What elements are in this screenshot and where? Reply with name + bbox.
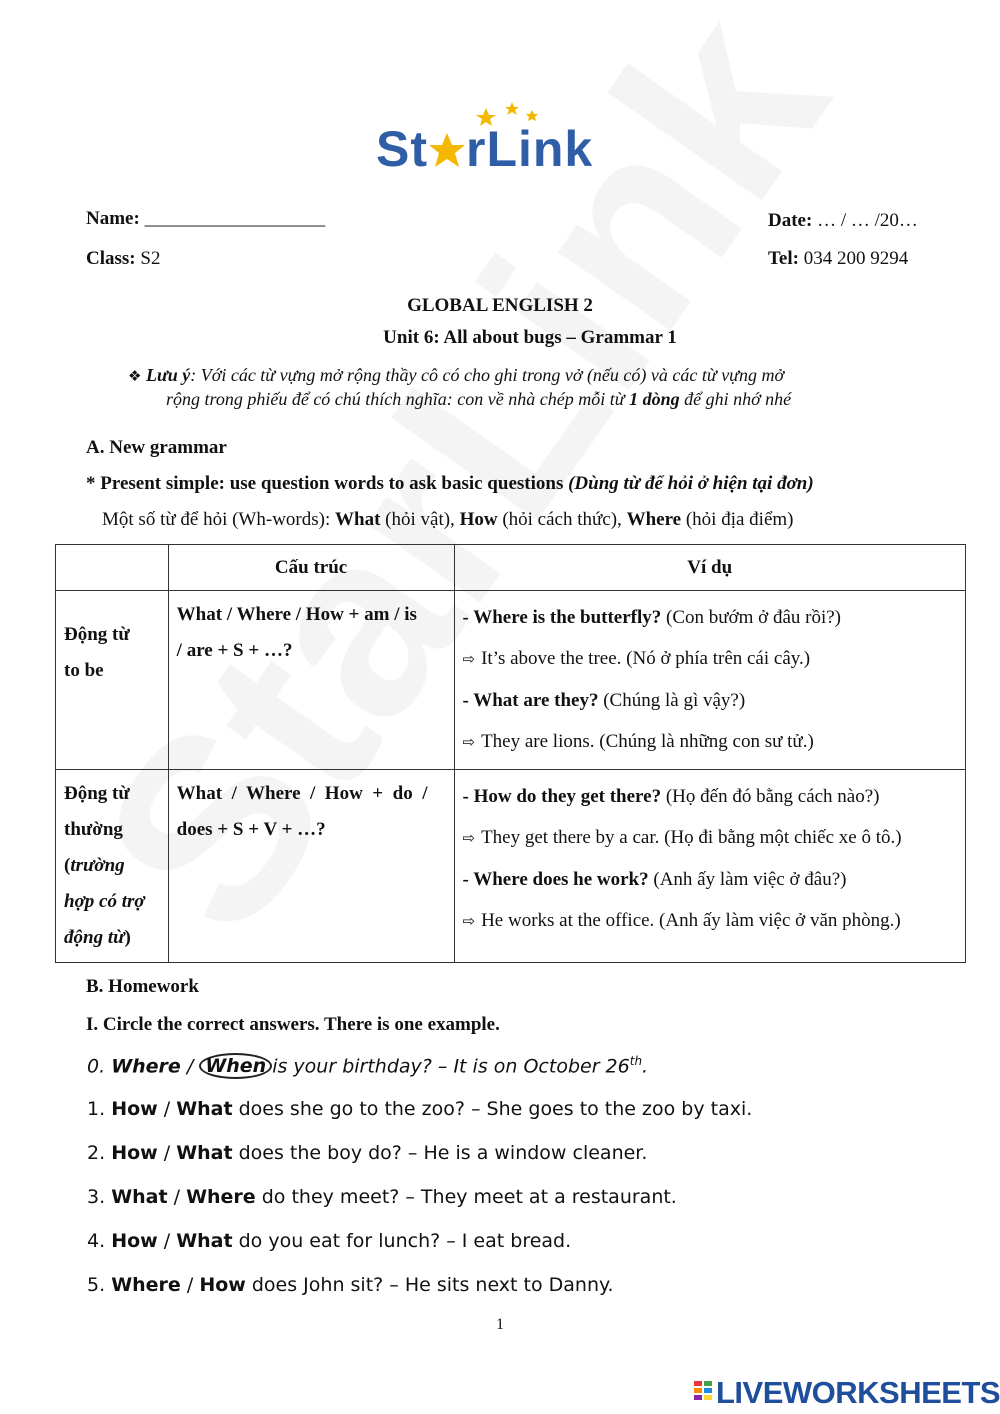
verb-type-cell: Động từ thường (trường hợp có trợ động từ) [56,770,169,963]
structure-cell: What / Where / How + do / does + S + V + …? [168,770,454,963]
question-example: 0. Where / When is your birthday? – It is on October 26th. [87,1054,649,1078]
question-item: 3. What / Where do they meet? – They meet at a restaurant. [87,1186,677,1208]
note-line2: rộng trong phiếu để có chú thích nghĩa: con về nhà chép mỗi từ 1 dòng để ghi nhớ nhé [166,389,792,409]
circled-answer[interactable]: When [199,1053,272,1079]
example-cell: - How do they get there? (Họ đến đó bằng cách nào?) ⇨ They get there by a car. (Họ đi bằng một chiếc xe ô tô.) - Where does he work? (Anh ấy làm việc ở đâu?) ⇨ He works at the office. (Anh ấy làm việc ở văn phòng.) [454,770,966,963]
page-number: 1 [496,1316,504,1333]
option-2[interactable]: What [176,1098,233,1120]
option-2[interactable]: Where [186,1186,256,1208]
option-1[interactable]: How [111,1230,158,1252]
arrow-icon: ⇨ [462,912,476,930]
name-field: Name: ___________________ [86,208,326,229]
question-item: 5. Where / How does John sit? – He sits next to Danny. [87,1274,614,1296]
table-header: Ví dụ [454,545,966,591]
question-item: 1. How / What does she go to the zoo? – She goes to the zoo by taxi. [87,1098,753,1120]
option-2[interactable]: How [199,1274,246,1296]
liveworksheets-logo: LIVEWORKSHEETS [694,1375,1000,1411]
option-1[interactable]: Where [111,1055,181,1078]
class-field: Class: S2 [86,248,161,269]
option-1[interactable]: Where [111,1274,181,1296]
table-row [56,591,966,770]
section-b-heading: B. Homework [86,976,199,997]
wh-words-line: Một số từ để hỏi (Wh-words): What (hỏi vật), How (hỏi cách thức), Where (hỏi địa điểm) [102,509,794,530]
grammar-point: * Present simple: use question words to ask basic questions (Dùng từ để hỏi ở hiện tại đơn) [86,473,814,494]
exercise-title: I. Circle the correct answers. There is one example. [86,1014,500,1035]
structure-cell: What / Where / How + am / is / are + S + …? [168,591,454,770]
verb-type-cell: Động từ to be [56,591,169,770]
date-field: Date: … / … /20… [768,210,918,231]
tel-field: Tel: 034 200 9294 [768,248,909,269]
option-2[interactable]: What [176,1230,233,1252]
page-subtitle: Unit 6: All about bugs – Grammar 1 [383,327,677,348]
question-item: 4. How / What do you eat for lunch? – I eat bread. [87,1230,572,1252]
liveworksheets-icon [694,1381,714,1405]
bullet-icon: ❖ [128,367,142,385]
table-header [56,545,169,591]
arrow-icon: ⇨ [462,650,476,668]
example-cell: - Where is the butterfly? (Con bướm ở đâu rồi?) ⇨ It’s above the tree. (Nó ở phía trên cái cây.) - What are they? (Chúng là gì vậy?) ⇨ They are lions. (Chúng là những con sư tử.) [454,591,966,770]
logo-text: St rLink [376,121,594,177]
table-row [56,770,966,963]
question-item: 2. How / What does the boy do? – He is a window cleaner. [87,1142,648,1164]
note: ❖ Lưu ý: Với các từ vựng mở rộng thầy cô có cho ghi trong vở (nếu có) và các từ vựng mở [128,365,785,385]
option-1[interactable]: How [111,1142,158,1164]
arrow-icon: ⇨ [462,829,476,847]
page-title: GLOBAL ENGLISH 2 [407,295,593,316]
table-header-row [56,545,966,591]
grammar-table [55,544,966,963]
arrow-icon: ⇨ [462,733,476,751]
section-a-heading: A. New grammar [86,437,227,458]
star-icon [428,132,466,170]
option-1[interactable]: What [111,1186,168,1208]
option-1[interactable]: How [111,1098,158,1120]
option-2[interactable]: What [176,1142,233,1164]
table-header: Cấu trúc [168,545,454,591]
starlink-logo [376,100,636,180]
